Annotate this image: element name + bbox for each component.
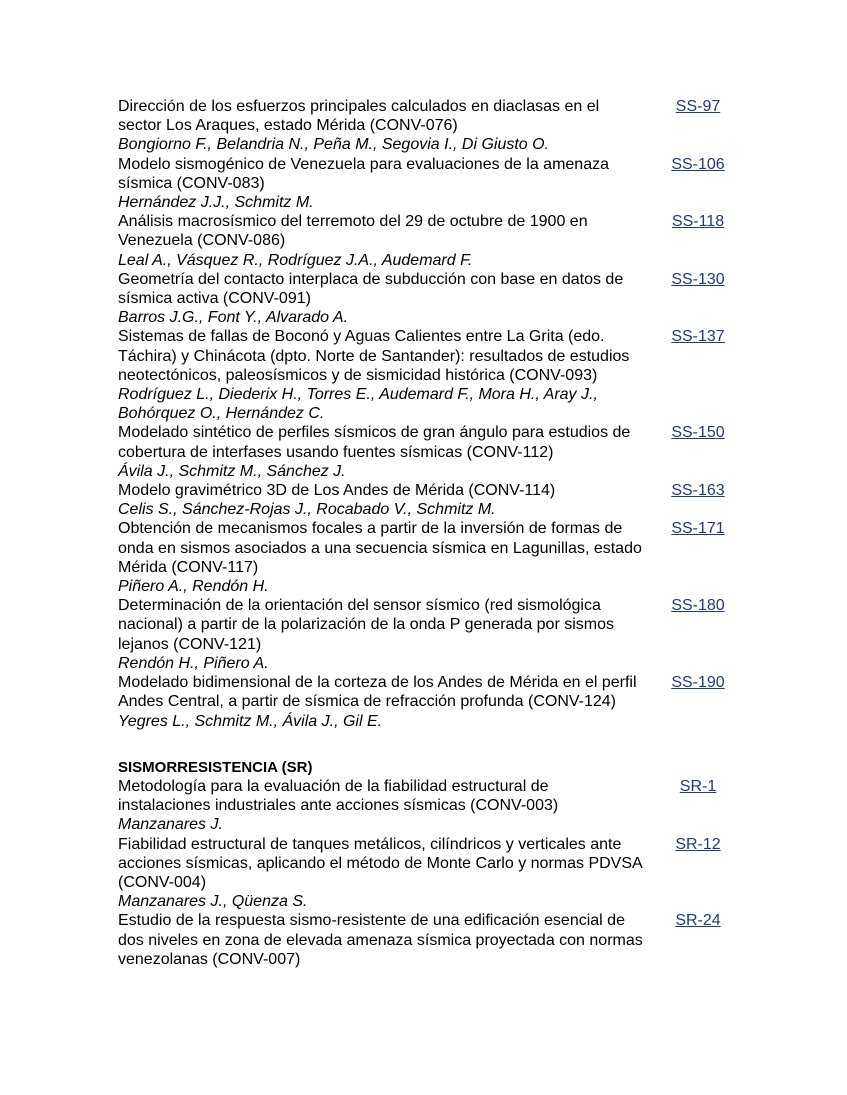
entry-authors: Manzanares J. — [118, 816, 223, 834]
page-link[interactable]: SS-118 — [671, 213, 725, 231]
toc-entry — [118, 777, 738, 835]
entry-title: Determinación de la orientación del sensor sísmico (red sismológica nacional) a partir de la polarización de la onda P generada por sismos lejanos (CONV-121) — [118, 597, 615, 653]
entry-text — [118, 270, 643, 328]
entry-title: Modelado bidimensional de la corteza de los Andes de Mérida en el perfil Andes Central, a partir de sísmica de refracción profunda (CONV-124) — [118, 674, 637, 711]
entry-authors: Bongiorno F., Belandria N., Peña M., Segovia I., Di Giusto O. — [118, 136, 550, 154]
entry-text — [118, 835, 643, 912]
entry-text — [118, 155, 643, 213]
toc-entry — [118, 911, 738, 969]
section-ss — [118, 97, 738, 731]
entry-title: Modelo gravimétrico 3D de Los Andes de Mérida (CONV-114) — [118, 482, 556, 500]
entry-authors: Piñero A., Rendón H. — [118, 578, 269, 596]
page-link[interactable]: SR-24 — [675, 912, 721, 930]
page-link[interactable]: SR-1 — [679, 777, 717, 795]
toc-entry — [118, 155, 738, 213]
entry-title: Metodología para la evaluación de la fiabilidad estructural de instalaciones industriales ante acciones sísmicas (CONV-003) — [118, 777, 559, 815]
entry-title: Fiabilidad estructural de tanques metálicos, cilíndricos y verticales ante acciones sísmicas, aplicando el método de Monte Carlo y normas PDVSA (CONV-004) — [118, 835, 642, 891]
entry-authors: Leal A., Vásquez R., Rodríguez J.A., Audemard F. — [118, 251, 473, 269]
entry-authors: Manzanares J., Qüenza S. — [118, 893, 308, 911]
page-link[interactable]: SS-97 — [675, 98, 721, 115]
toc-entry — [118, 596, 738, 673]
entry-text — [118, 596, 643, 673]
entry-title: Modelo sismogénico de Venezuela para evaluaciones de la amenaza sísmica (CONV-083) — [118, 155, 609, 192]
section-spacer — [118, 731, 738, 758]
entry-text — [118, 97, 643, 155]
entry-title: Dirección de los esfuerzos principales calculados en diaclasas en el sector Los Araques, estado Mérida (CONV-076) — [118, 98, 600, 135]
toc-entry — [118, 97, 738, 155]
entry-title: Obtención de mecanismos focales a partir de la inversión de formas de onda en sismos asociados a una secuencia sísmica en Lagunillas, estado Mérida (CONV-117) — [118, 520, 642, 576]
entry-title: Sistemas de fallas de Boconó y Aguas Calientes entre La Grita (edo. Táchira) y Chinácota (dpto. Norte de Santander): resultados de estudios neotectónicos, paleosísmicos y de sismicidad histórica (CONV-093) — [118, 328, 630, 384]
entry-text — [118, 673, 643, 731]
entry-title: Modelado sintético de perfiles sísmicos de gran ángulo para estudios de cobertura de interfases usando fuentes sísmicas (CONV-112) — [118, 424, 631, 461]
entry-authors: Rendón H., Piñero A. — [118, 654, 269, 672]
toc-entry — [118, 212, 738, 270]
section-sr — [118, 758, 738, 969]
page-link[interactable]: SS-130 — [671, 270, 725, 288]
entry-title: Análisis macrosísmico del terremoto del 29 de octubre de 1900 en Venezuela (CONV-086) — [118, 213, 588, 250]
entry-title: Estudio de la respuesta sismo-resistente de una edificación esencial de dos niveles en zona de elevada amenaza sísmica proyectada con normas venezolanas (CONV-007) — [118, 912, 643, 968]
page-link[interactable]: SS-106 — [671, 155, 725, 173]
page-link[interactable]: SS-180 — [671, 597, 725, 615]
entry-text — [118, 327, 643, 423]
entry-authors: Yegres L., Schmitz M., Ávila J., Gil E. — [118, 712, 383, 730]
page-link[interactable]: SR-12 — [675, 835, 721, 853]
toc-entry — [118, 327, 738, 423]
toc-entry — [118, 270, 738, 328]
entry-authors: Ávila J., Schmitz M., Sánchez J. — [118, 462, 346, 480]
toc-entry — [118, 519, 738, 596]
section-heading: SISMORRESISTENCIA (SR) — [118, 758, 313, 776]
entry-authors: Celis S., Sánchez-Rojas J., Rocabado V., Schmitz M. — [118, 501, 496, 519]
entry-title: Geometría del contacto interplaca de subducción con base en datos de sísmica activa (CONV-091) — [118, 270, 624, 308]
entry-text — [118, 212, 643, 270]
toc-entry — [118, 673, 738, 731]
page-link[interactable]: SS-137 — [671, 328, 725, 346]
toc-entry — [118, 835, 738, 912]
toc-entry — [118, 481, 738, 519]
entry-authors: Hernández J.J., Schmitz M. — [118, 194, 314, 212]
entry-authors: Rodríguez L., Diederix H., Torres E., Audemard F., Mora H., Aray J., Bohórquez O., Hernández C. — [118, 386, 598, 423]
entry-authors: Barros J.G., Font Y., Alvarado A. — [118, 309, 349, 327]
toc-entry — [118, 423, 738, 481]
entry-text — [118, 423, 643, 481]
entry-text — [118, 777, 643, 835]
page-link[interactable]: SS-150 — [671, 424, 725, 442]
page-link[interactable]: SS-190 — [671, 674, 725, 692]
entry-text — [118, 481, 643, 519]
page-link[interactable]: SS-171 — [671, 520, 725, 538]
entry-text — [118, 911, 643, 969]
page-link[interactable]: SS-163 — [671, 482, 725, 500]
table-of-contents — [118, 97, 738, 969]
entry-text — [118, 519, 643, 596]
